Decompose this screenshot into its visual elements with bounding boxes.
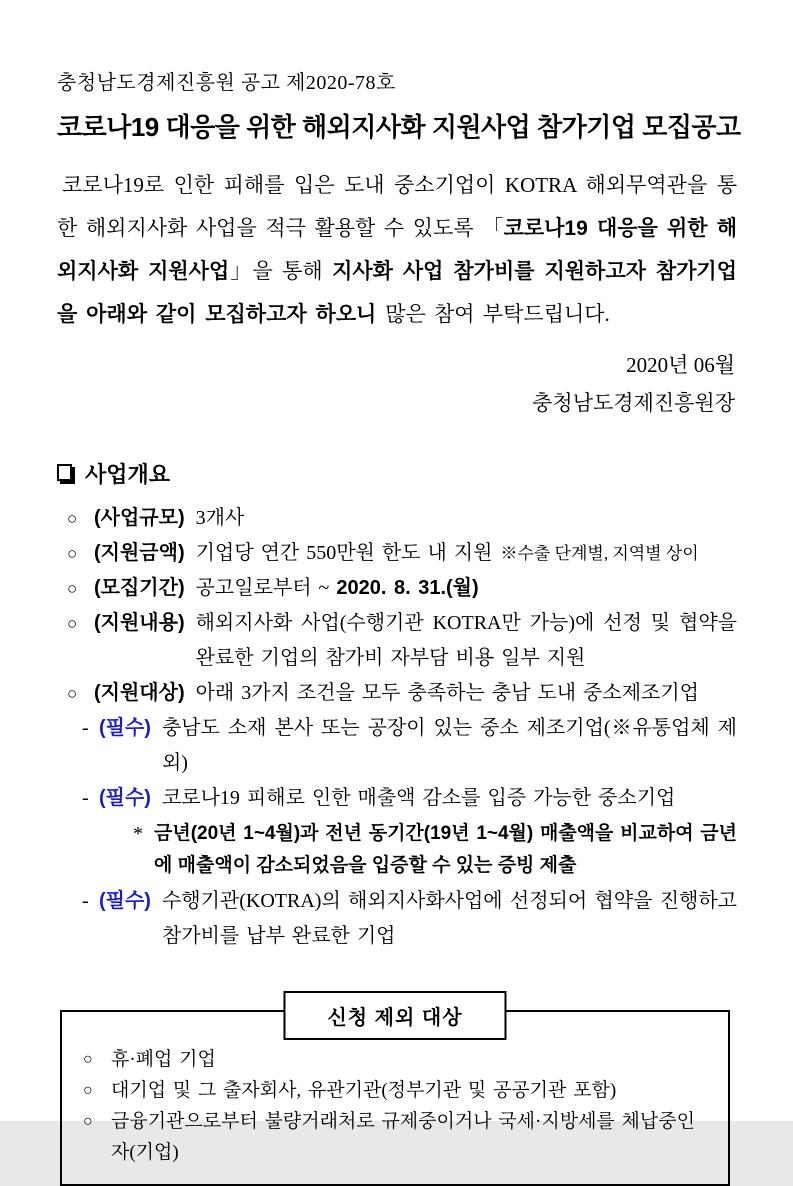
item-text <box>196 571 737 606</box>
overview-item-list <box>57 501 737 954</box>
intro-purpose-bold: 지사화 사업 참가비를 지원하고자 참가기업을 아래와 같이 모집하고자 하오니 <box>57 260 737 326</box>
document-title: 코로나19 대응을 위한 해외지사화 지원사업 참가기업 모집공고 <box>57 112 741 142</box>
exclusion-item-text: 휴·폐업 기업 <box>111 1049 216 1070</box>
list-item-scale <box>57 501 737 536</box>
required-text: 충남도 소재 본사 또는 공장이 있는 중소 제조기업(※유통업체 제외) <box>161 717 737 774</box>
circle-bullet-icon: ○ <box>83 1113 93 1130</box>
intro-program-name-bold: 코로나19 대응을 위한 해외지사화 지원사업 <box>57 217 738 283</box>
circle-bullet-icon: ○ <box>67 614 78 633</box>
notice-number: 충청남도경제진흥원 공고 제2020-78호 <box>57 72 396 94</box>
evidence-note <box>57 818 737 882</box>
exclusion-box <box>60 1007 730 1186</box>
exclusion-box-title: 신청 제외 대상 <box>283 991 506 1040</box>
required-condition-2 <box>57 781 737 816</box>
dash-bullet-icon: - <box>82 890 89 912</box>
asterisk-marker: * <box>133 823 143 845</box>
period-text: 공고일로부터 ~ <box>195 577 337 599</box>
period-deadline-bold: 2020. 8. 31.(월) <box>336 577 479 599</box>
amount-note: ※수출 단계별, 지역별 상이 <box>500 544 699 563</box>
item-label: (지원내용) <box>94 612 185 634</box>
item-text: 해외지사화 사업(수행기관 KOTRA만 가능)에 선정 및 협약을 완료한 기업의 참가비 자부담 비용 일부 지원 <box>195 612 737 669</box>
announcement-date: 2020년 06월 <box>626 353 735 377</box>
square-bullet-icon <box>57 464 72 481</box>
exclusion-item-text: 금융기관으로부터 불량거래처로 규제중이거나 국세·지방세를 체납중인 자(기업) <box>111 1111 695 1163</box>
item-label: (지원대상) <box>94 682 185 704</box>
exclusion-item-3 <box>80 1106 712 1168</box>
signature-block <box>57 346 737 422</box>
dash-bullet-icon: - <box>82 717 89 739</box>
required-text: 코로나19 피해로 인한 매출액 감소를 입증 가능한 중소기업 <box>161 787 676 809</box>
evidence-note-text: 금년(20년 1~4월)과 전년 동기간(19년 1~4월) 매출액을 비교하여 금년에 매출액이 감소되었음을 입증할 수 있는 증빙 제출 <box>154 823 737 876</box>
required-label: (필수) <box>99 717 151 739</box>
required-condition-3 <box>57 884 737 954</box>
circle-bullet-icon: ○ <box>83 1051 93 1068</box>
circle-bullet-icon: ○ <box>67 684 78 703</box>
intro-paragraph <box>57 164 737 336</box>
exclusion-item-1 <box>80 1044 712 1075</box>
intro-close-bracket-segment: 」을 통해 <box>229 259 333 283</box>
intro-closing-segment: 많은 참여 부탁드립니다. <box>385 302 610 326</box>
required-label: (필수) <box>99 890 151 912</box>
required-label: (필수) <box>99 787 151 809</box>
section-heading-overview <box>57 458 737 489</box>
required-text: 수행기관(KOTRA)의 해외지사화사업에 선정되어 협약을 진행하고 참가비를 납부 완료한 기업 <box>161 890 737 947</box>
item-text: 아래 3가지 조건을 모두 충족하는 충남 도내 중소제조기업 <box>195 682 699 704</box>
item-text <box>196 536 737 571</box>
item-label: (사업규모) <box>94 507 185 529</box>
intro-segment: 코로나19로 인한 피해를 입은 도내 중소기업이 KOTRA 해외무역관을 통한 해외지사화 사업을 적극 활용할 수 있도록 <box>57 173 737 240</box>
circle-bullet-icon: ○ <box>83 1082 93 1099</box>
item-label: (지원금액) <box>94 542 185 564</box>
list-item-amount <box>57 536 737 571</box>
list-item-support-content <box>57 606 737 676</box>
list-item-period <box>57 571 737 606</box>
circle-bullet-icon: ○ <box>67 579 78 598</box>
item-label: (모집기간) <box>94 577 185 599</box>
dash-bullet-icon: - <box>82 787 89 809</box>
intro-open-bracket: 「 <box>482 216 504 240</box>
item-text: 3개사 <box>195 507 245 529</box>
circle-bullet-icon: ○ <box>67 509 78 528</box>
exclusion-item-text: 대기업 및 그 출자회사, 유관기관(정부기관 및 공공기관 포함) <box>111 1080 617 1101</box>
list-item-support-target <box>57 676 737 711</box>
circle-bullet-icon: ○ <box>67 544 78 563</box>
required-condition-1 <box>57 711 737 781</box>
amount-text: 기업당 연간 550만원 한도 내 지원 <box>195 542 493 564</box>
section-heading-label: 사업개요 <box>85 462 171 487</box>
issuer-name: 충청남도경제진흥원장 <box>532 391 735 415</box>
exclusion-item-2 <box>80 1075 712 1106</box>
